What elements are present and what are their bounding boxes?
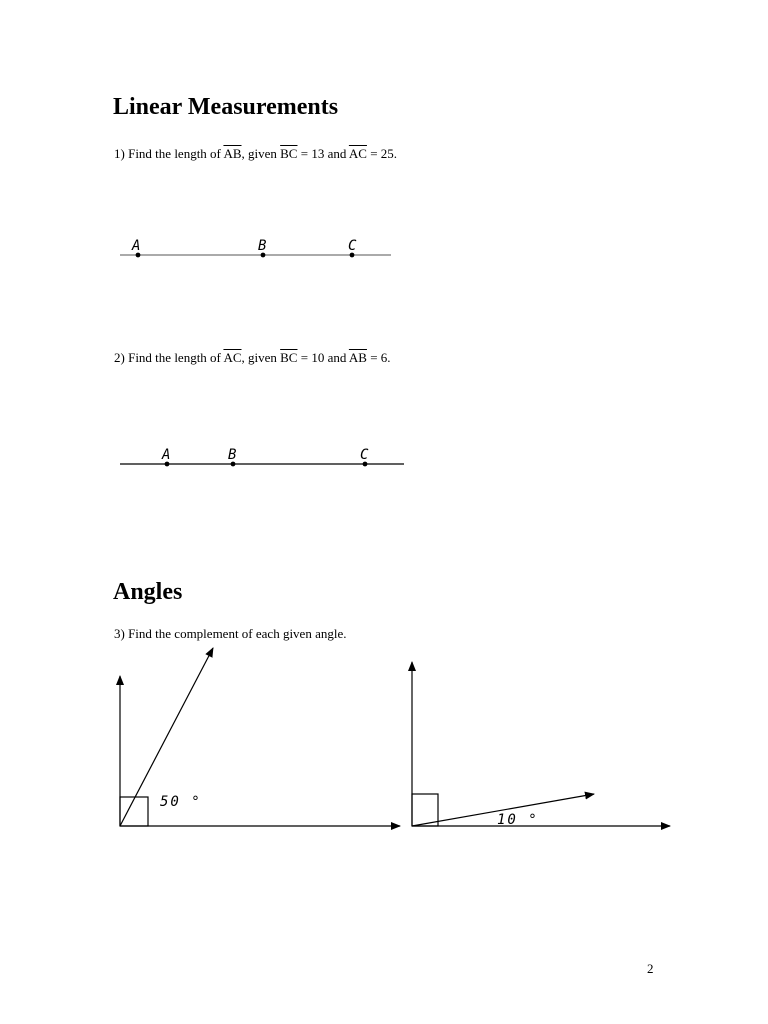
section-title-angles: Angles <box>113 579 183 605</box>
right-angle-marker <box>120 797 148 826</box>
point-c-label: C <box>348 238 357 254</box>
segment-name: $\overline{BC}$ <box>280 146 298 161</box>
problem-number: 1) <box>114 146 125 161</box>
given-word: , given <box>241 146 277 161</box>
angle-figure-1 <box>120 648 400 826</box>
problem-3-text: 3) Find the complement of each given angle. <box>114 626 347 641</box>
given-value: = 10 and <box>300 350 347 365</box>
problem-prompt: Find the length of <box>128 350 221 365</box>
given-value: = 25. <box>370 146 398 161</box>
segment-name: $\overline{AC}$ <box>348 146 367 161</box>
point-a-label: A <box>162 447 171 463</box>
angle-figure-2 <box>412 662 670 828</box>
point-a-label: A <box>132 238 141 254</box>
segment-name: $\overline{BC}$ <box>280 350 298 365</box>
segment-name: $\overline{AB}$ <box>348 350 367 365</box>
point-b-label: B <box>228 447 237 463</box>
point-c-label: C <box>360 447 369 463</box>
segment-name: $\overline{AC}$ <box>223 350 242 365</box>
angle-measure-label: 50 ° <box>160 794 202 810</box>
given-value: = 6. <box>370 350 391 365</box>
point-b-label: B <box>258 238 267 254</box>
given-value: = 13 and <box>300 146 347 161</box>
problem-prompt: Find the length of <box>128 146 221 161</box>
page-number: 2 <box>647 961 654 976</box>
section-title-linear-measurements: Linear Measurements <box>113 94 339 120</box>
right-angle-marker <box>412 794 438 826</box>
angle-measure-label: 10 ° <box>497 812 539 828</box>
segment-name: $\overline{AB}$ <box>223 146 242 161</box>
problem-number: 2) <box>114 350 125 365</box>
given-word: , given <box>241 350 277 365</box>
